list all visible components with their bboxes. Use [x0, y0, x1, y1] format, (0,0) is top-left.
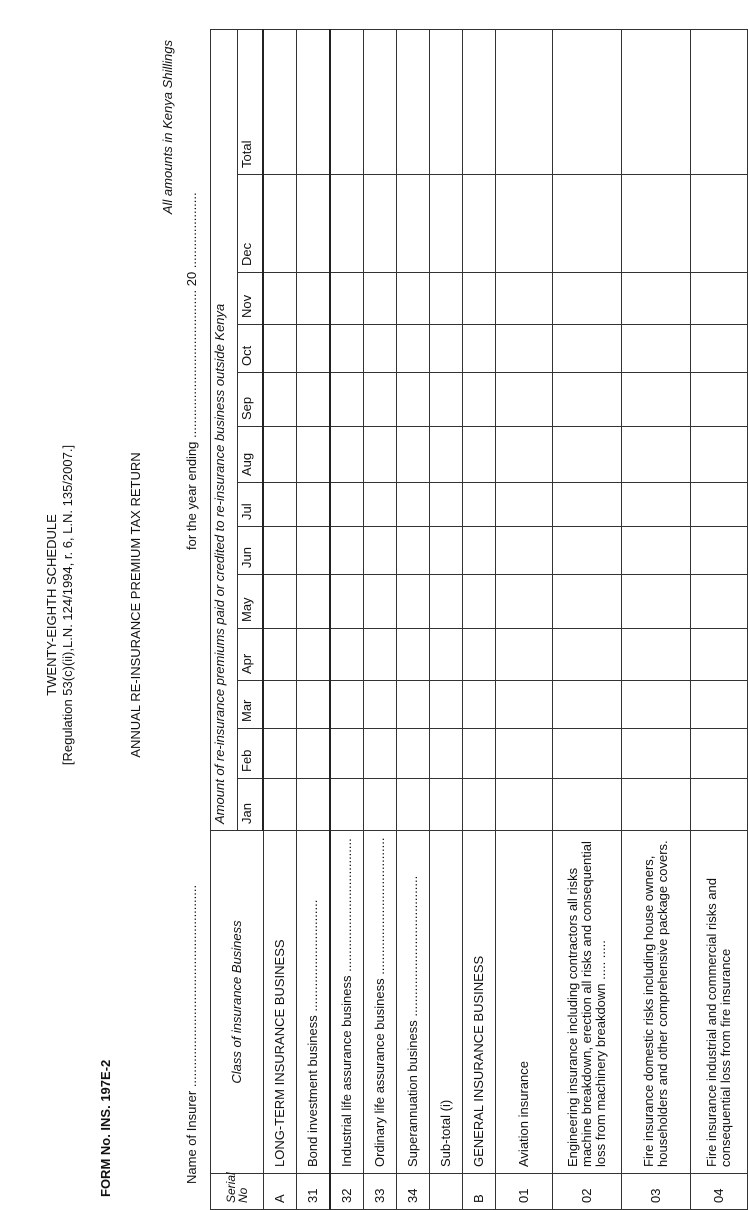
- month-header-mar: Mar: [238, 681, 264, 729]
- month-header-jun: Jun: [238, 527, 264, 575]
- amount-cell[interactable]: [496, 575, 553, 629]
- amount-cell[interactable]: [397, 29, 430, 174]
- serial-cell: 31: [297, 1174, 331, 1210]
- month-header-jan: Jan: [238, 779, 264, 831]
- amount-cell[interactable]: [463, 273, 496, 325]
- amount-cell[interactable]: [330, 575, 364, 629]
- amount-cell[interactable]: [463, 629, 496, 681]
- serial-cell: 02: [553, 1174, 622, 1210]
- class-cell: Bond investment business ...............................: [297, 831, 331, 1174]
- amount-cell[interactable]: [496, 681, 553, 729]
- month-header-sep: Sep: [238, 373, 264, 427]
- amount-cell[interactable]: [622, 575, 691, 629]
- class-cell: GENERAL INSURANCE BUSINESS: [463, 831, 496, 1174]
- table-row: [297, 29, 331, 1209]
- amount-cell[interactable]: [430, 325, 463, 373]
- amount-cell[interactable]: [496, 629, 553, 681]
- serial-cell: 03: [622, 1174, 691, 1210]
- header-row-1: [211, 29, 238, 1209]
- amount-cell[interactable]: [297, 273, 331, 325]
- table-row: [622, 29, 691, 1209]
- amount-cell[interactable]: [330, 325, 364, 373]
- regulation-reference: [Regulation 53(c)(ii),L.N. 124/1994, r. 6, L.N. 135/2007.]: [60, 444, 75, 766]
- amount-cell[interactable]: [297, 373, 331, 427]
- amount-cell[interactable]: [297, 681, 331, 729]
- amount-cell[interactable]: [553, 373, 622, 427]
- table-row: [263, 29, 297, 1209]
- premium-table: [210, 29, 748, 1210]
- table-row: [463, 29, 496, 1209]
- table-row: [691, 29, 748, 1209]
- amount-cell[interactable]: [397, 629, 430, 681]
- amount-cell[interactable]: [691, 729, 748, 779]
- amount-cell[interactable]: [364, 373, 397, 427]
- class-cell: Aviation insurance: [496, 831, 553, 1174]
- amount-cell[interactable]: [622, 427, 691, 483]
- amount-cell[interactable]: [496, 373, 553, 427]
- amount-cell[interactable]: [496, 427, 553, 483]
- amount-cell[interactable]: [553, 575, 622, 629]
- name-of-insurer: Name of Insurer ........................................................: [184, 884, 199, 1184]
- amount-cell[interactable]: [691, 527, 748, 575]
- amount-cell[interactable]: [364, 575, 397, 629]
- amount-cell[interactable]: [430, 575, 463, 629]
- amount-cell[interactable]: [553, 427, 622, 483]
- amount-cell[interactable]: [330, 427, 364, 483]
- amount-cell[interactable]: [297, 325, 331, 373]
- amount-cell[interactable]: [430, 681, 463, 729]
- amount-cell[interactable]: [397, 175, 430, 273]
- table-row: [364, 29, 397, 1209]
- serial-cell: A: [263, 1174, 297, 1210]
- amount-cell[interactable]: [263, 779, 297, 831]
- amount-cell[interactable]: [330, 373, 364, 427]
- class-cell: Ordinary life assurance business ......................................: [364, 831, 397, 1174]
- class-cell: Sub-total (i): [430, 831, 463, 1174]
- amount-cell[interactable]: [364, 681, 397, 729]
- amount-cell[interactable]: [553, 325, 622, 373]
- amount-cell[interactable]: [397, 729, 430, 779]
- amount-cell[interactable]: [496, 527, 553, 575]
- month-header-nov: Nov: [238, 273, 264, 325]
- amount-cell[interactable]: [364, 729, 397, 779]
- month-header-jul: Jul: [238, 483, 264, 527]
- amount-cell[interactable]: [430, 779, 463, 831]
- amount-cell[interactable]: [463, 681, 496, 729]
- amount-cell[interactable]: [297, 729, 331, 779]
- amount-cell[interactable]: [553, 729, 622, 779]
- amount-header: Amount of re-insurance premiums paid or credited to re-insurance business outside Kenya: [211, 29, 238, 830]
- amount-cell[interactable]: [330, 273, 364, 325]
- amount-cell[interactable]: [297, 175, 331, 273]
- amount-cell[interactable]: [430, 273, 463, 325]
- schedule-title: TWENTY-EIGHTH SCHEDULE: [44, 514, 59, 696]
- amount-cell[interactable]: [463, 779, 496, 831]
- amount-cell[interactable]: [463, 175, 496, 273]
- amount-cell[interactable]: [263, 175, 297, 273]
- amount-cell[interactable]: [263, 729, 297, 779]
- amount-cell[interactable]: [622, 779, 691, 831]
- amount-cell[interactable]: [622, 273, 691, 325]
- class-cell: Industrial life assurance business .....................................: [330, 831, 364, 1174]
- serial-header: Serial No: [211, 1174, 264, 1210]
- table-row: [330, 29, 364, 1209]
- amount-cell[interactable]: [263, 427, 297, 483]
- amount-cell[interactable]: [622, 373, 691, 427]
- amount-cell[interactable]: [430, 527, 463, 575]
- amount-cell[interactable]: [691, 29, 748, 174]
- amount-cell[interactable]: [622, 527, 691, 575]
- amount-cell[interactable]: [463, 729, 496, 779]
- month-header-aug: Aug: [238, 427, 264, 483]
- amount-cell[interactable]: [364, 527, 397, 575]
- amount-cell[interactable]: [463, 575, 496, 629]
- amount-cell[interactable]: [430, 729, 463, 779]
- serial-cell: 01: [496, 1174, 553, 1210]
- amount-cell[interactable]: [691, 779, 748, 831]
- amount-cell[interactable]: [496, 273, 553, 325]
- class-header: Class of insurance Business: [211, 831, 264, 1174]
- amount-cell[interactable]: [330, 527, 364, 575]
- amount-cell[interactable]: [553, 629, 622, 681]
- amount-cell[interactable]: [463, 373, 496, 427]
- amount-cell[interactable]: [364, 427, 397, 483]
- amount-cell[interactable]: [691, 681, 748, 729]
- amount-cell[interactable]: [397, 325, 430, 373]
- class-cell: Engineering insurance including contractors all risks machine breakdown, erection all risks and consequential loss from machinery breakdown ..... .....: [553, 831, 622, 1174]
- amount-cell[interactable]: [397, 373, 430, 427]
- amount-cell[interactable]: [430, 483, 463, 527]
- class-cell: Superannuation business .......................................: [397, 831, 430, 1174]
- serial-cell: 33: [364, 1174, 397, 1210]
- amount-cell[interactable]: [397, 681, 430, 729]
- amount-cell[interactable]: [297, 527, 331, 575]
- amount-cell[interactable]: [430, 629, 463, 681]
- amount-cell[interactable]: [330, 175, 364, 273]
- amount-cell[interactable]: [430, 427, 463, 483]
- amount-cell[interactable]: [553, 273, 622, 325]
- amount-cell[interactable]: [263, 483, 297, 527]
- amount-cell[interactable]: [397, 575, 430, 629]
- amount-cell[interactable]: [330, 629, 364, 681]
- amount-cell[interactable]: [263, 29, 297, 174]
- amount-cell[interactable]: [364, 273, 397, 325]
- month-header-may: May: [238, 575, 264, 629]
- amount-cell[interactable]: [297, 483, 331, 527]
- amount-cell[interactable]: [397, 483, 430, 527]
- year-ending: for the year ending ......................................... 20 .....................: [184, 192, 199, 550]
- serial-cell: 32: [330, 1174, 364, 1210]
- amount-cell[interactable]: [463, 483, 496, 527]
- amount-cell[interactable]: [397, 273, 430, 325]
- amount-cell[interactable]: [553, 779, 622, 831]
- amount-cell[interactable]: [330, 681, 364, 729]
- table-row: [397, 29, 430, 1209]
- amount-cell[interactable]: [691, 373, 748, 427]
- class-cell: LONG-TERM INSURANCE BUSINESS: [263, 831, 297, 1174]
- currency-note: All amounts in Kenya Shillings: [160, 40, 175, 215]
- amount-cell[interactable]: [364, 629, 397, 681]
- amount-cell[interactable]: [463, 29, 496, 174]
- amount-cell[interactable]: [430, 175, 463, 273]
- serial-cell: 34: [397, 1174, 430, 1210]
- amount-cell[interactable]: [622, 29, 691, 174]
- amount-cell[interactable]: [397, 527, 430, 575]
- amount-cell[interactable]: [364, 325, 397, 373]
- amount-cell[interactable]: [553, 483, 622, 527]
- amount-cell[interactable]: [622, 629, 691, 681]
- amount-cell[interactable]: [330, 29, 364, 174]
- amount-cell[interactable]: [691, 427, 748, 483]
- table-row: [496, 29, 553, 1209]
- amount-cell[interactable]: [622, 483, 691, 527]
- amount-cell[interactable]: [297, 575, 331, 629]
- amount-cell[interactable]: [463, 325, 496, 373]
- amount-cell[interactable]: [330, 729, 364, 779]
- amount-cell[interactable]: [691, 325, 748, 373]
- serial-cell: [430, 1174, 463, 1210]
- amount-cell[interactable]: [330, 779, 364, 831]
- return-title: ANNUAL RE-INSURANCE PREMIUM TAX RETURN: [128, 452, 143, 758]
- amount-cell[interactable]: [397, 427, 430, 483]
- amount-cell[interactable]: [330, 483, 364, 527]
- amount-cell[interactable]: [397, 779, 430, 831]
- amount-cell[interactable]: [496, 779, 553, 831]
- month-header-apr: Apr: [238, 629, 264, 681]
- amount-cell[interactable]: [430, 29, 463, 174]
- amount-cell[interactable]: [691, 175, 748, 273]
- amount-cell[interactable]: [297, 779, 331, 831]
- amount-cell[interactable]: [622, 175, 691, 273]
- amount-cell[interactable]: [364, 483, 397, 527]
- class-cell: Fire insurance industrial and commercial risks and consequential loss from fire insurance: [691, 831, 748, 1174]
- amount-cell[interactable]: [553, 29, 622, 174]
- amount-cell[interactable]: [553, 527, 622, 575]
- form-number: FORM No. INS. 197E-2: [98, 1059, 113, 1197]
- amount-cell[interactable]: [297, 629, 331, 681]
- amount-cell[interactable]: [622, 729, 691, 779]
- amount-cell[interactable]: [463, 427, 496, 483]
- amount-cell[interactable]: [691, 629, 748, 681]
- amount-cell[interactable]: [364, 29, 397, 174]
- month-header-dec: Dec: [238, 175, 264, 273]
- amount-cell[interactable]: [622, 681, 691, 729]
- table-row: [553, 29, 622, 1209]
- amount-cell[interactable]: [297, 427, 331, 483]
- table-row: [430, 29, 463, 1209]
- amount-cell[interactable]: [496, 29, 553, 174]
- amount-cell[interactable]: [622, 325, 691, 373]
- amount-cell[interactable]: [691, 575, 748, 629]
- amount-cell[interactable]: [263, 575, 297, 629]
- amount-cell[interactable]: [263, 629, 297, 681]
- amount-cell[interactable]: [263, 273, 297, 325]
- amount-cell[interactable]: [496, 483, 553, 527]
- amount-cell[interactable]: [553, 681, 622, 729]
- amount-cell[interactable]: [496, 729, 553, 779]
- serial-cell: 04: [691, 1174, 748, 1210]
- amount-cell[interactable]: [691, 483, 748, 527]
- amount-cell[interactable]: [263, 325, 297, 373]
- amount-cell[interactable]: [430, 373, 463, 427]
- amount-cell[interactable]: [496, 325, 553, 373]
- class-cell: Fire insurance domestic risks including house owners, householders and other comprehensive package covers.: [622, 831, 691, 1174]
- amount-cell[interactable]: [364, 175, 397, 273]
- amount-cell[interactable]: [463, 527, 496, 575]
- amount-cell[interactable]: [364, 779, 397, 831]
- serial-cell: B: [463, 1174, 496, 1210]
- amount-cell[interactable]: [297, 29, 331, 174]
- amount-cell[interactable]: [553, 175, 622, 273]
- amount-cell[interactable]: [263, 527, 297, 575]
- amount-cell[interactable]: [496, 175, 553, 273]
- month-header-feb: Feb: [238, 729, 264, 779]
- month-header-total: Total: [238, 29, 264, 174]
- amount-cell[interactable]: [263, 681, 297, 729]
- amount-cell[interactable]: [263, 373, 297, 427]
- month-header-oct: Oct: [238, 325, 264, 373]
- amount-cell[interactable]: [691, 273, 748, 325]
